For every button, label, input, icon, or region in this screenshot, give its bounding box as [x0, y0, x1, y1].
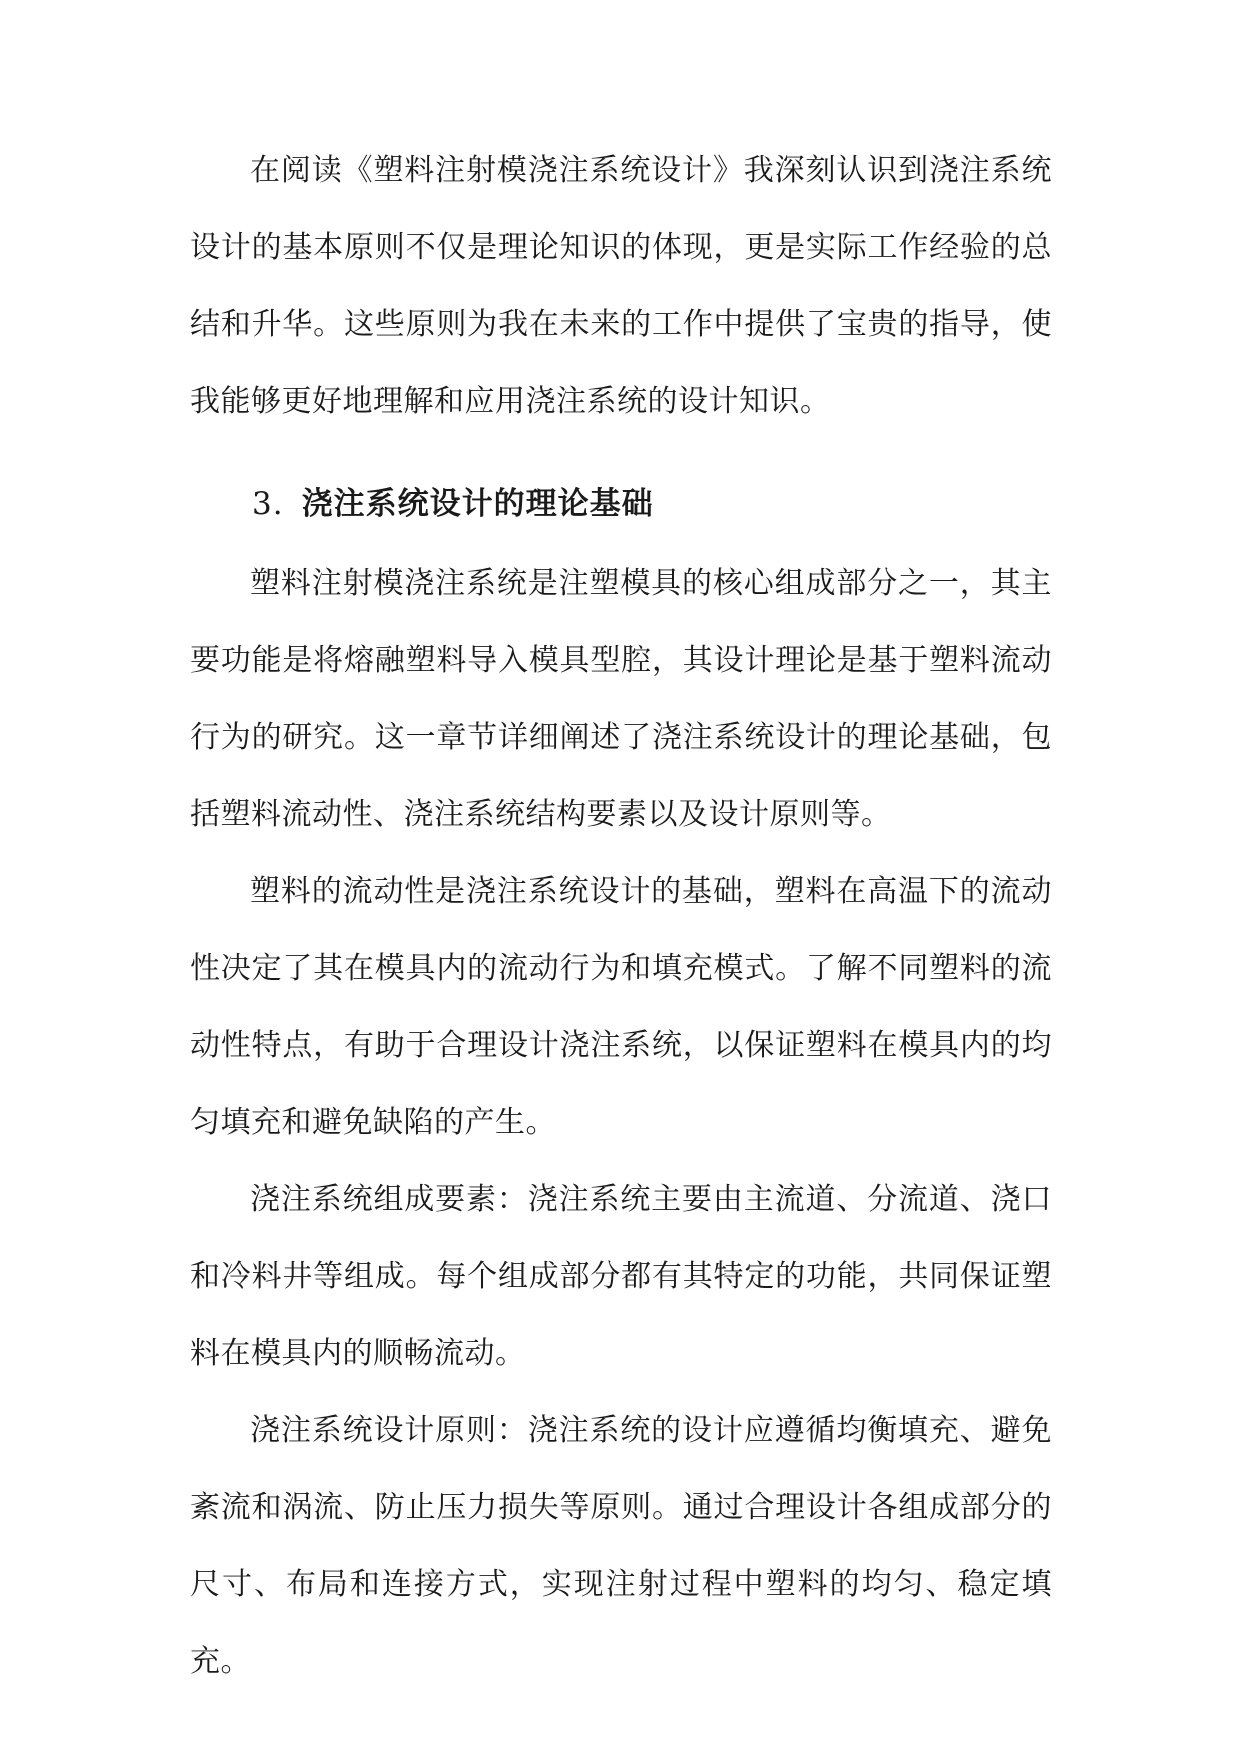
body-paragraph-system-components: 浇注系统组成要素：浇注系统主要由主流道、分流道、浇口和冷料井等组成。每个组成部分都有其特定的功能，共同保证塑料在模具内的顺畅流动。 [190, 1182, 1052, 1371]
section-title: 浇注系统设计的理论基础 [301, 486, 654, 522]
body-paragraph-design-principles: 浇注系统设计原则：浇注系统的设计应遵循均衡填充、避免紊流和涡流、防止压力损失等原则。通过合理设计各组成部分的尺寸、布局和连接方式，实现注射过程中塑料的均匀、稳定填充。 [190, 1413, 1052, 1679]
body-paragraph-plastic-flowability: 塑料的流动性是浇注系统设计的基础，塑料在高温下的流动性决定了其在模具内的流动行为和填充模式。了解不同塑料的流动性特点，有助于合理设计浇注系统，以保证塑料在模具内的均匀填充和避免缺陷的产生。 [190, 874, 1052, 1140]
body-paragraph-reading-reflection: 在阅读《塑料注射模浇注系统设计》我深刻认识到浇注系统设计的基本原则不仅是理论知识的体现，更是实际工作经验的总结和升华。这些原则为我在未来的工作中提供了宝贵的指导，使我能够更好地理解和应用浇注系统的设计知识。 [190, 153, 1052, 419]
body-paragraph-gating-system-overview: 塑料注射模浇注系统是注塑模具的核心组成部分之一，其主要功能是将熔融塑料导入模具型腔，其设计理论是基于塑料流动行为的研究。这一章节详细阐述了浇注系统设计的理论基础，包括塑料流动性、浇注系统结构要素以及设计原则等。 [190, 566, 1052, 832]
section-number: 3. [252, 486, 284, 522]
section-heading [252, 474, 654, 534]
